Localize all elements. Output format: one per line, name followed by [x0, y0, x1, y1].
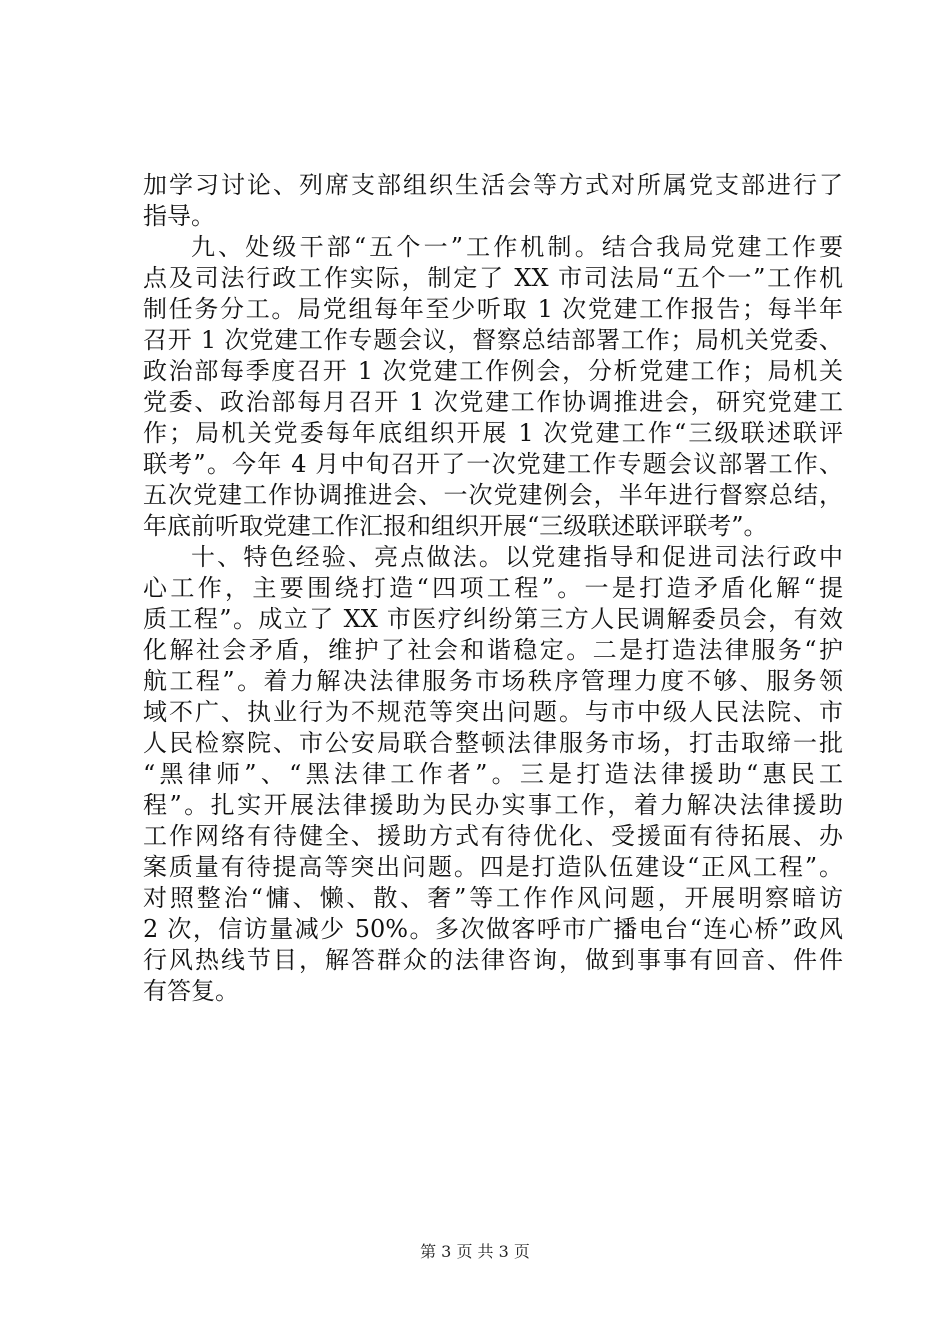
text-line: 化解社会矛盾，维护了社会和谐稳定。二是打造法律服务“护 — [143, 636, 843, 664]
text-line: 质工程”。成立了 XX 市医疗纠纷第三方人民调解委员会，有效 — [143, 605, 843, 633]
text-line: 党委、政治部每月召开 1 次党建工作协调推进会，研究党建工 — [143, 388, 843, 416]
text-line: 2 次，信访量减少 50%。多次做客呼市广播电台“连心桥”政风 — [143, 915, 843, 943]
paragraph-section-ten — [143, 542, 843, 1007]
text-line: 域不广、执业行为不规范等突出问题。与市中级人民法院、市 — [143, 698, 843, 726]
text-line: 政治部每季度召开 1 次党建工作例会，分析党建工作；局机关 — [143, 357, 843, 385]
text-line: 九、处级干部“五个一”工作机制。结合我局党建工作要 — [191, 233, 843, 261]
text-line: 年底前听取党建工作汇报和组织开展“三级联述联评联考”。 — [143, 512, 768, 540]
text-line: 对照整治“慵、懒、散、奢”等工作作风问题，开展明察暗访 — [143, 884, 843, 912]
text-line: 工作网络有待健全、援助方式有待优化、受援面有待拓展、办 — [143, 822, 843, 850]
text-line: 召开 1 次党建工作专题会议，督察总结部署工作；局机关党委、 — [143, 326, 843, 354]
text-line: 航工程”。着力解决法律服务市场秩序管理力度不够、服务领 — [143, 667, 843, 695]
text-line: 五次党建工作协调推进会、一次党建例会，半年进行督察总结， — [143, 481, 843, 509]
text-line: 制任务分工。局党组每年至少听取 1 次党建工作报告；每半年 — [143, 295, 843, 323]
text-line: 十、特色经验、亮点做法。以党建指导和促进司法行政中 — [191, 543, 843, 571]
paragraph-section-nine — [143, 232, 843, 542]
text-line: 案质量有待提高等突出问题。四是打造队伍建设“正风工程”。 — [143, 853, 843, 881]
text-line: 有答复。 — [143, 977, 239, 1005]
text-line: 心工作，主要围绕打造“四项工程”。一是打造矛盾化解“提 — [143, 574, 843, 602]
document-body — [143, 170, 843, 1007]
text-line: 程”。扎实开展法律援助为民办实事工作，着力解决法律援助 — [143, 791, 843, 819]
text-line: 加学习讨论、列席支部组织生活会等方式对所属党支部进行了 — [143, 171, 843, 199]
text-line: 联考”。今年 4 月中旬召开了一次党建工作专题会议部署工作、 — [143, 450, 843, 478]
page-footer: 第 3 页 共 3 页 — [420, 1242, 530, 1261]
text-line: 人民检察院、市公安局联合整顿法律服务市场，打击取缔一批 — [143, 729, 843, 757]
text-line: 作；局机关党委每年底组织开展 1 次党建工作“三级联述联评 — [143, 419, 843, 447]
text-line: 行风热线节目，解答群众的法律咨询，做到事事有回音、件件 — [143, 946, 843, 974]
text-line: 点及司法行政工作实际，制定了 XX 市司法局“五个一”工作机 — [143, 264, 843, 292]
text-line: “黑律师”、“黑法律工作者”。三是打造法律援助“惠民工 — [143, 760, 843, 788]
paragraph-continuation — [143, 170, 843, 232]
text-line: 指导。 — [143, 202, 215, 230]
